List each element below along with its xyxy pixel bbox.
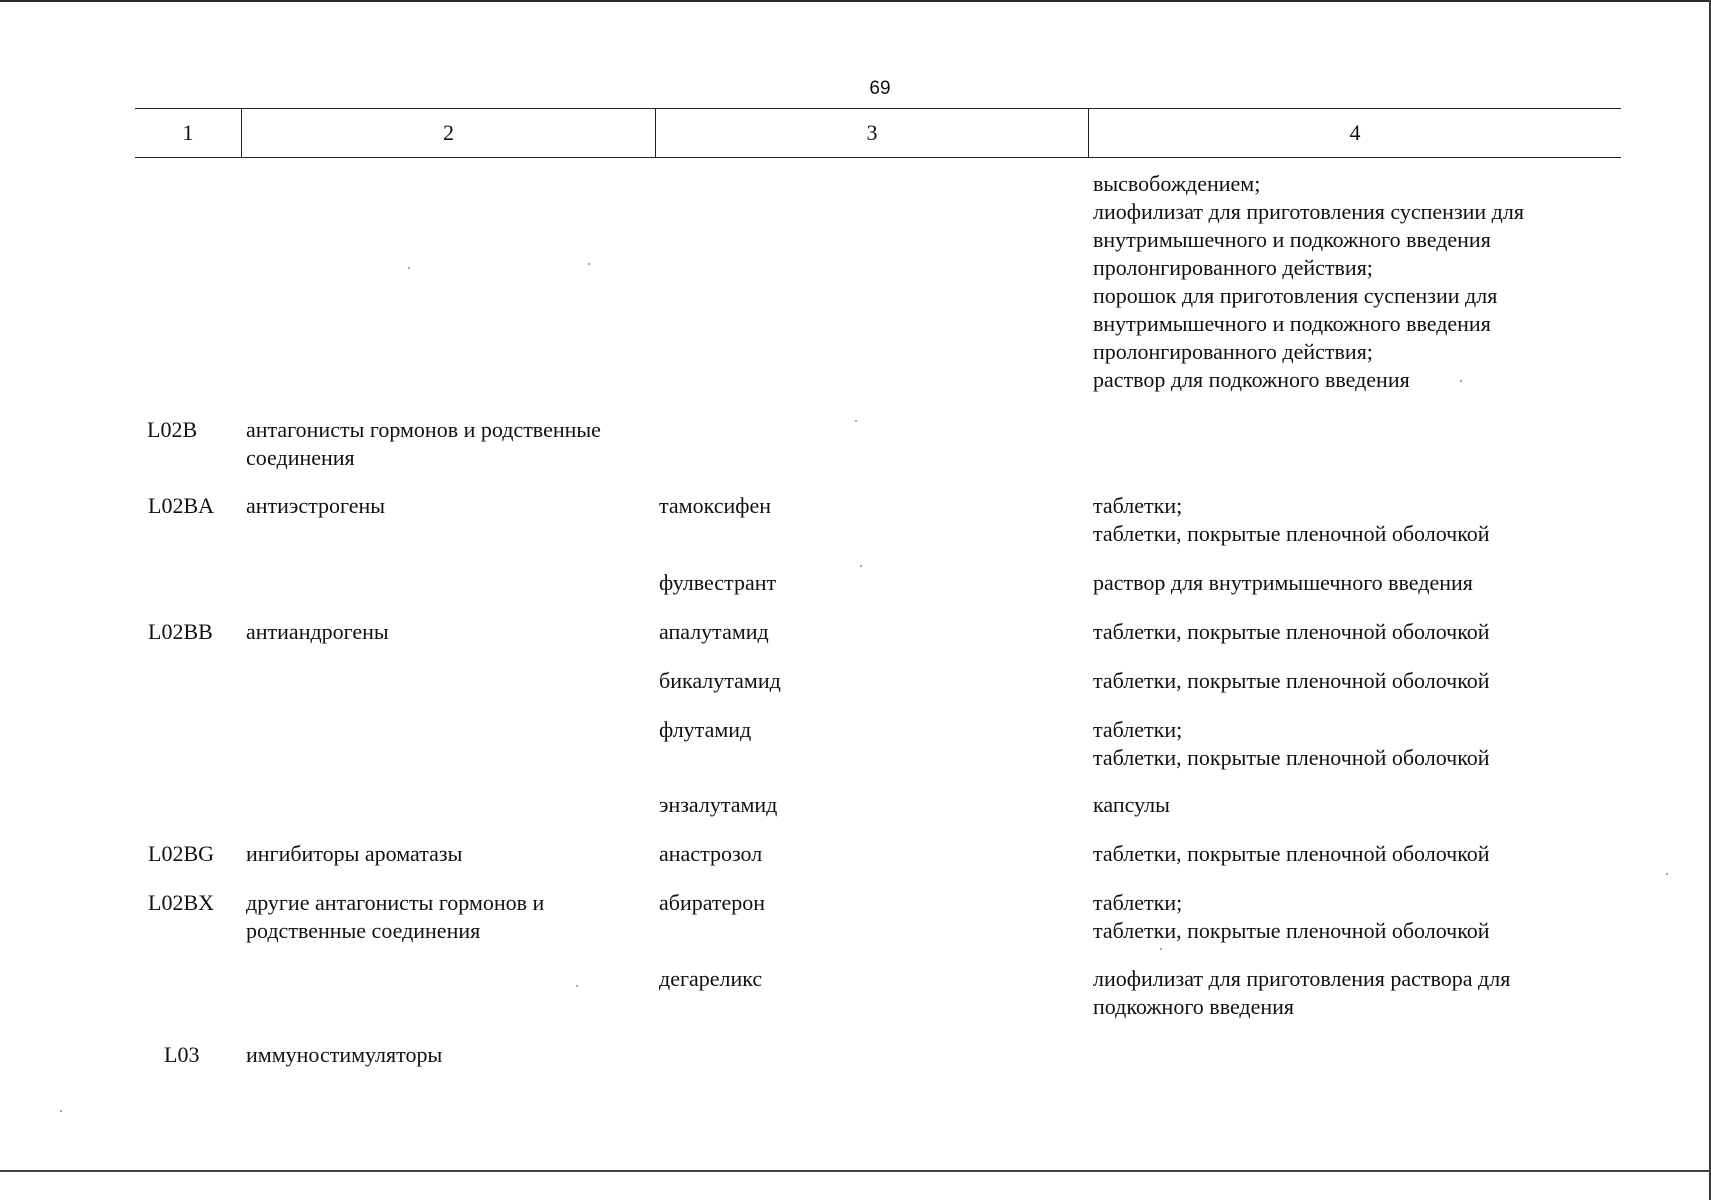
- group-name-cell: другие антагонисты гормонов и родственные соединения: [246, 890, 545, 943]
- column-header-2: 2: [241, 109, 655, 157]
- scan-speck: [860, 565, 862, 567]
- scan-edge-bottom: [0, 1170, 1711, 1172]
- dosage-form-cell: высвобождением; лиофилизат для приготовления суспензии для внутримышечного и подкожного введения пролонгированного действия; порошок для приготовления суспензии для внутримышечного и подкожного введения пролонгированного действия; раствор для подкожного введения: [1093, 171, 1524, 392]
- atc-code-cell: L02B: [147, 417, 198, 442]
- drug-name-cell: бикалутамид: [659, 668, 781, 693]
- drug-name-cell: дегареликс: [659, 966, 763, 991]
- scan-edge-top: [0, 0, 1711, 2]
- drug-name-cell: флутамид: [659, 717, 752, 742]
- atc-code-cell: L02BX: [148, 890, 214, 915]
- group-name-cell: антиандрогены: [246, 619, 389, 644]
- drug-name-cell: фулвестрант: [659, 570, 777, 595]
- drug-name-cell: анастрозол: [659, 841, 763, 866]
- dosage-form-cell: таблетки; таблетки, покрытые пленочной оболочкой: [1093, 717, 1490, 770]
- column-header-4: 4: [1088, 109, 1621, 157]
- dosage-form-cell: таблетки; таблетки, покрытые пленочной оболочкой: [1093, 890, 1490, 943]
- dosage-form-cell: таблетки; таблетки, покрытые пленочной оболочкой: [1093, 493, 1490, 546]
- atc-code-cell: L02BG: [148, 841, 214, 866]
- group-name-cell: антагонисты гормонов и родственные соединения: [246, 417, 601, 470]
- dosage-form-cell: лиофилизат для приготовления раствора для подкожного введения: [1093, 966, 1511, 1019]
- table-header: [135, 108, 1621, 158]
- column-header-1: 1: [182, 120, 194, 145]
- drug-name-cell: абиратерон: [659, 890, 766, 915]
- scan-speck: [408, 267, 410, 269]
- dosage-form-cell: таблетки, покрытые пленочной оболочкой: [1093, 668, 1490, 693]
- scan-speck: [576, 985, 578, 987]
- scan-speck: [1460, 380, 1462, 382]
- dosage-form-cell: раствор для внутримышечного введения: [1093, 570, 1473, 595]
- dosage-form-cell: таблетки, покрытые пленочной оболочкой: [1093, 841, 1490, 866]
- page-number: 69: [869, 78, 891, 99]
- drug-name-cell: энзалутамид: [659, 792, 778, 817]
- drug-name-cell: тамоксифен: [659, 493, 772, 518]
- group-name-cell: антиэстрогены: [246, 493, 386, 518]
- atc-code-cell: L03: [164, 1042, 200, 1067]
- dosage-form-cell: капсулы: [1093, 792, 1170, 817]
- scan-speck: [60, 1110, 62, 1112]
- scan-speck: [855, 420, 857, 422]
- group-name-cell: ингибиторы ароматазы: [246, 841, 463, 866]
- scan-speck: [588, 263, 590, 265]
- scan-speck: [1160, 948, 1162, 950]
- atc-code-cell: L02BA: [148, 493, 214, 518]
- scan-speck: [1666, 873, 1668, 875]
- drug-name-cell: апалутамид: [659, 619, 769, 644]
- dosage-form-cell: таблетки, покрытые пленочной оболочкой: [1093, 619, 1490, 644]
- atc-code-cell: L02BB: [148, 619, 213, 644]
- group-name-cell: иммуностимуляторы: [246, 1042, 443, 1067]
- column-header-3: 3: [655, 109, 1088, 157]
